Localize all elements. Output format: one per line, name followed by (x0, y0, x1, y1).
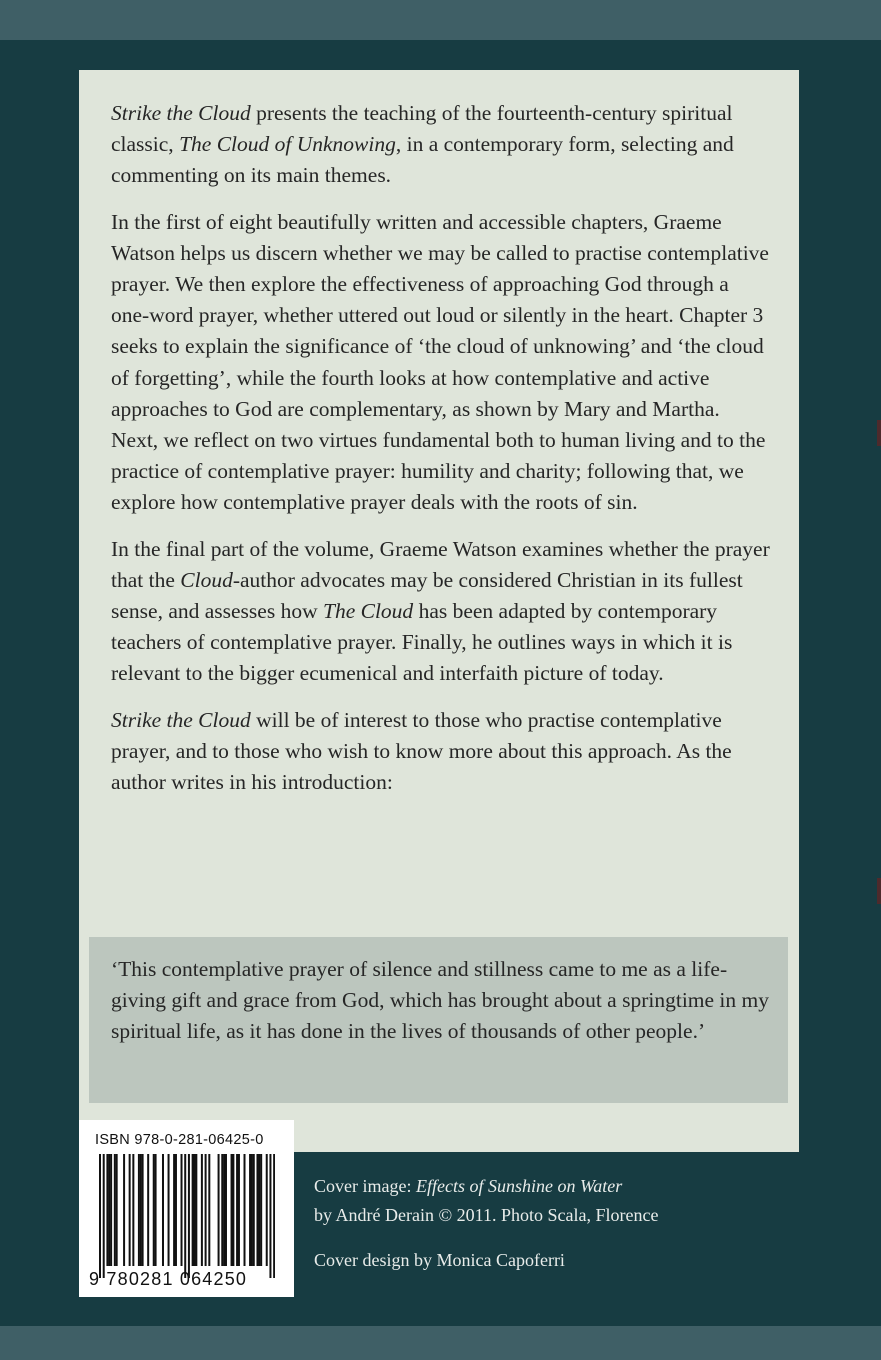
painting-title: Effects of Sunshine on Water (415, 1176, 623, 1196)
barcode-icon (99, 1154, 275, 1278)
barcode-bar (236, 1154, 238, 1266)
paragraph-3: In the final part of the volume, Graeme Watson examines whether the prayer that the Cloud-author advocates may be considered Christian in its fullest sense, and assesses how The Cloud has been adapted by contemporary teachers of contemplative prayer. Finally, he outlines ways in which it is relevant to the bigger ecumenical and interfaith picture of today. (111, 536, 770, 686)
cover-image-source: by André Derain © 2011. Photo Scala, Florence (314, 1205, 659, 1225)
barcode-digits: 9 780281 064250 (89, 1269, 248, 1289)
barcode-bar (195, 1154, 197, 1266)
barcode-bar (201, 1154, 203, 1266)
book-title: Strike the Cloud (111, 707, 251, 732)
barcode-bar (155, 1154, 157, 1266)
cover-image-credit: Cover image: Effects of Sunshine on Water (314, 1176, 623, 1196)
paragraph-4: Strike the Cloud will be of interest to those who practise contemplative prayer, and to those who wish to know more about this approach. As the author writes in his introduction: (111, 707, 732, 795)
author-quote: ‘This contemplative prayer of silence and stillness came to me as a life-giving gift and grace from God, which has brought about a springtime in my spiritual life, as it has done in the lives of thousands of other people.’ (111, 957, 770, 1044)
barcode-bar (273, 1154, 275, 1278)
barcode-bar (188, 1154, 190, 1278)
book-title: Strike the Cloud (111, 101, 251, 125)
barcode-bar (116, 1154, 118, 1266)
barcode-bar (129, 1154, 131, 1266)
barcode-bar (205, 1154, 207, 1266)
barcode-bar (231, 1154, 233, 1266)
barcode-bar (153, 1154, 155, 1266)
barcode-bar (175, 1154, 177, 1266)
barcode-bar (184, 1154, 186, 1278)
barcode-bar (142, 1154, 144, 1266)
barcode-bar (147, 1154, 149, 1266)
barcode-bar (269, 1154, 271, 1278)
cover-design-credit: Cover design by Monica Capoferri (314, 1250, 565, 1270)
barcode-bar (258, 1154, 260, 1266)
barcode-bar (114, 1154, 116, 1266)
barcode-bar (256, 1154, 258, 1266)
barcode-bar (208, 1154, 210, 1266)
blurb-panel (79, 70, 799, 1152)
barcode-bar (192, 1154, 194, 1266)
barcode-bar (99, 1154, 101, 1278)
barcode-bar (168, 1154, 170, 1266)
bottom-band (0, 1326, 881, 1360)
barcode-bar (253, 1154, 255, 1266)
top-band (0, 0, 881, 40)
barcode-bar (218, 1154, 220, 1266)
barcode-bar (132, 1154, 134, 1266)
barcode-bar (232, 1154, 234, 1266)
cover-credits (314, 1172, 658, 1275)
barcode-bar (225, 1154, 227, 1266)
barcode-bar (244, 1154, 246, 1266)
isbn-label: ISBN 978-0-281-06425-0 (95, 1132, 264, 1148)
edge-mark (877, 420, 881, 446)
barcode-bar (251, 1154, 253, 1266)
paragraph-2: In the first of eight beautifully written and accessible chapters, Graeme Watson helps us discern whether we may be called to practise contemplative prayer. We then explore the effectiveness of approaching God through a one-word prayer, whether uttered out loud or silently in the heart. Chapter 3 seeks to explain the significance of ‘the cloud of unknowing’ and ‘the cloud of forgetting’, while the fourth looks at how contemplative and active approaches to God are complementary, as shown by Mary and Martha. Next, we reflect on two virtues fundamental both to human living and to the practice of contemplative prayer: humility and charity; following that, we explore how contemplative prayer deals with the roots of sin. (111, 209, 769, 515)
barcode-bar (103, 1154, 105, 1278)
quote-box (89, 937, 788, 1103)
blurb-text (111, 98, 771, 813)
barcode-bar (138, 1154, 140, 1266)
barcode-bar (173, 1154, 175, 1266)
barcode-bar (123, 1154, 125, 1266)
barcode-bar (238, 1154, 240, 1266)
barcode-bar (266, 1154, 268, 1266)
barcode-bar (110, 1154, 112, 1266)
isbn-barcode (79, 1120, 294, 1297)
barcode-bar (260, 1154, 262, 1266)
barcode-bar (181, 1154, 183, 1266)
barcode-bar (193, 1154, 195, 1266)
barcode-bar (162, 1154, 164, 1266)
edge-mark (877, 878, 881, 904)
barcode-bar (140, 1154, 142, 1266)
barcode-bar (108, 1154, 110, 1266)
classic-title: The Cloud of Unknowing (179, 132, 396, 157)
barcode-bar (249, 1154, 251, 1266)
paragraph-1: Strike the Cloud presents the teaching of the fourteenth-century spiritual classic, The Cloud of Unknowing, in a contemporary form, selecting and commenting on its main themes. (111, 101, 734, 188)
barcode-bar (221, 1154, 223, 1266)
barcode-bar (106, 1154, 108, 1266)
barcode-bar (223, 1154, 225, 1266)
